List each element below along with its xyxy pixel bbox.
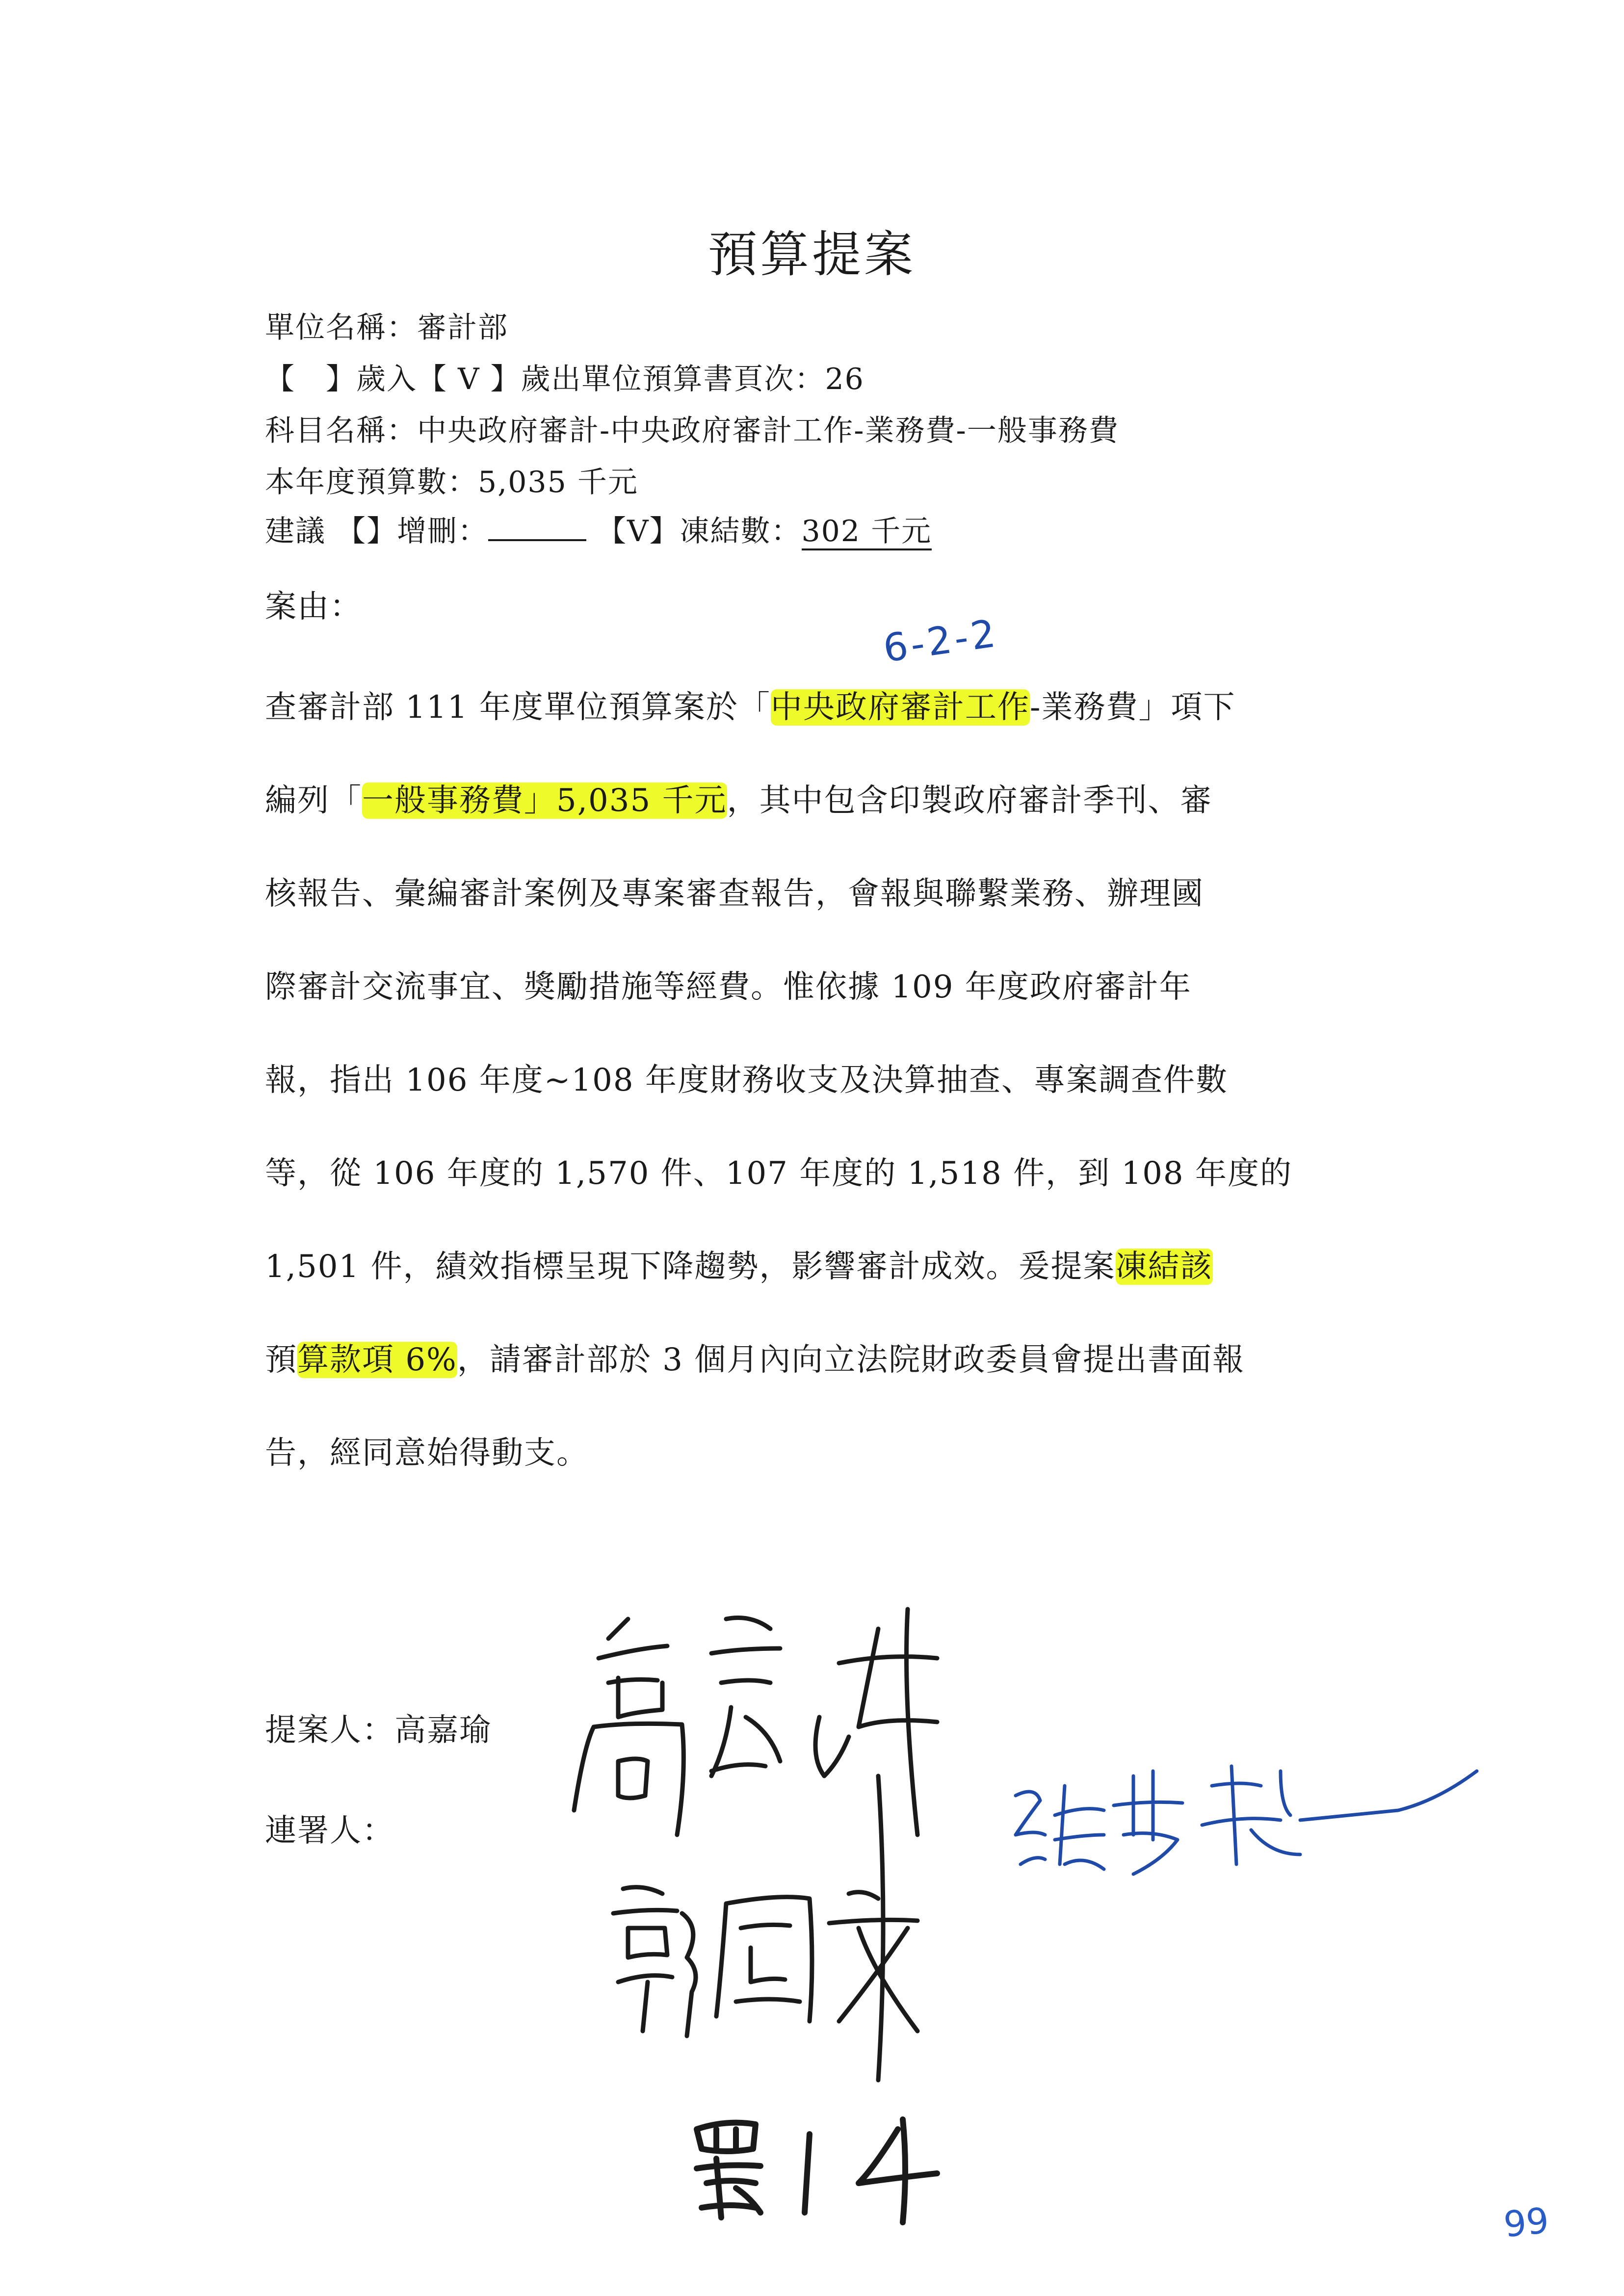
body-line-5: 報，指出 106 年度~108 年度財務收支及決算抽查、專案調查件數 [265,1062,1228,1098]
body-line-2 [265,775,1213,820]
reason-label: 案由： [265,589,362,625]
body-line-3: 核報告、彙編審計案例及專案審查報告，會報與聯繫業務、辦理國 [265,876,1204,912]
body-text: 1,501 件，績效指標呈現下降趨勢，影響審計成效。爰提案 [265,1249,1116,1285]
body-line-4: 際審計交流事宜、獎勵措施等經費。惟依據 109 年度政府審計年 [265,969,1192,1005]
document-title: 預算提案 [708,226,916,283]
body-line-9: 告，經同意始得動支。 [265,1435,589,1471]
body-text: 編列「 [265,783,362,819]
cosigner-label: 連署人： [265,1813,394,1849]
budget-type-line: 【 】歲入【 V 】歲出單位預算書頁次：26 [265,362,864,396]
body-text: 查審計部 111 年度單位預算案於「 [265,689,771,726]
page-number: 99 [1501,2199,1551,2245]
freeze-prefix: 【V】凍結數： [597,514,802,548]
body-text: ，請審計部於 3 個月內向立法院財政委員會提出書面報 [457,1342,1245,1378]
handwritten-note: 6-2-2 [880,611,1001,671]
proposer-label: 提案人：高嘉瑜 [265,1712,492,1748]
body-line-6: 等，從 106 年度的 1,570 件、107 年度的 1,518 件，到 108 年度的 [265,1155,1292,1192]
highlight-text: 算款項 6% [297,1342,457,1378]
body-text: ，其中包含印製政府審計季刊、審 [727,783,1213,819]
highlight-text: 中央政府審計工作 [770,689,1030,726]
suggestion-line [265,508,932,550]
body-line-7 [265,1241,1213,1286]
body-text: -業務費」項下 [1029,689,1236,726]
highlight-text: 一般事務費」5,035 千元 [362,783,727,819]
body-line-1 [265,682,1235,727]
budget-amount-line: 本年度預算數：5,035 千元 [265,465,638,499]
highlight-text: 凍結該 [1115,1249,1213,1285]
adjust-blank [488,515,586,541]
suggestion-prefix: 建議 【】增刪： [265,514,489,548]
body-line-8 [265,1334,1245,1380]
signature-blue [1006,1756,1496,1894]
signature-luo [687,2110,962,2227]
unit-name-line: 單位名稱：審計部 [265,311,508,345]
body-text: 預 [265,1342,297,1378]
subject-line: 科目名稱：中央政府審計-中央政府審計工作-業務費-一般事務費 [265,414,1119,448]
freeze-value: 302 千元 [802,514,932,550]
signature-guo-guowen [603,1874,947,2090]
signature-gao-jiayu [564,1599,957,1854]
